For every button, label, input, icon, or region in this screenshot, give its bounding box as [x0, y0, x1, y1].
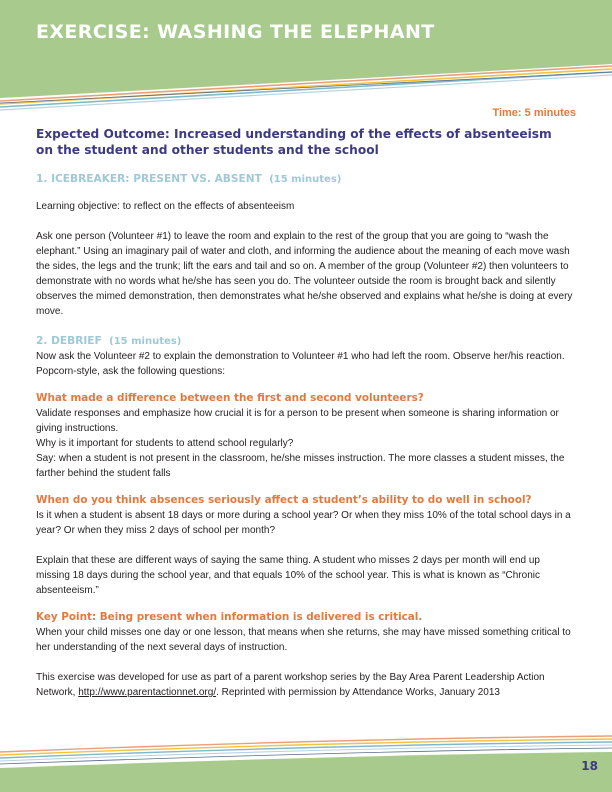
footer-stripes — [0, 728, 612, 792]
section-debrief-heading — [36, 334, 576, 349]
question-difference-say: Say: when a student is not present in the classroom, he/she misses instruction. The more classes a student misses, the farther behind the student falls — [36, 453, 565, 479]
expected-outcome-line2: on the student and other students and the school — [36, 143, 379, 157]
section-icebreaker-heading — [36, 172, 576, 187]
section-icebreaker-minutes: (15 minutes) — [269, 174, 342, 185]
question-absences-heading: When do you think absences seriously affect a student’s ability to do well in school? — [36, 494, 532, 506]
credit-text-after: . Reprinted with permission by Attendance Works, January 2013 — [216, 687, 500, 698]
learning-objective: Learning objective: to reflect on the effects of absenteeism — [36, 201, 295, 212]
key-point-heading: Key Point: Being present when information is delivered is critical. — [36, 611, 423, 623]
debrief-instructions: Now ask the Volunteer #2 to explain the demonstration to Volunteer #1 who had left the room. Observe her/his reaction. Popcorn-style, ask the following questions: — [36, 351, 565, 377]
section-debrief-minutes: (15 minutes) — [109, 336, 182, 347]
credit-text — [36, 670, 576, 700]
page-footer — [0, 728, 612, 792]
expected-outcome — [36, 126, 576, 158]
header-banner — [0, 0, 612, 112]
section-icebreaker-title: 1. ICEBREAKER: PRESENT VS. ABSENT — [36, 173, 262, 185]
page-title: EXERCISE: WASHING THE ELEPHANT — [36, 21, 435, 43]
question-absences-explain: Explain that these are different ways of saying the same thing. A student who misses 2 days per month will end up missing 18 days during the school year, and that equals 10% of the school year. This is what is known as “Chronic absenteeism.” — [36, 555, 540, 596]
exercise-content — [36, 126, 576, 700]
icebreaker-instructions: Ask one person (Volunteer #1) to leave the room and explain to the rest of the group that you are going to “wash the elephant.” Using an imaginary pail of water and cloth, and informing the audience about the meaning of each move wash the sides, the legs and the trunk; lift the ears and tail and so on. A member of the group (Volunteer #2) then volunteers to demonstrate with no words what he/she has seen you do. The volunteer outside the room is brought back and silently observes the mimed demonstration, then demonstrates what he/she observed and explains what he/she is doing at every move. — [36, 231, 573, 317]
question-absences-text: Is it when a student is absent 18 days or more during a school year? Or when they miss 10% of the total school days in a year? Or when they miss 2 days of school per month? — [36, 510, 571, 536]
key-point-text: When your child misses one day or one lesson, that means when she returns, she may have missed something critical to her understanding of the next several days of instruction. — [36, 627, 571, 653]
section-debrief-title: 2. DEBRIEF — [36, 335, 102, 347]
expected-outcome-line1: Expected Outcome: Increased understanding of the effects of absenteeism — [36, 127, 552, 141]
time-label: Time: 5 minutes — [492, 107, 576, 119]
credit-text-before: This exercise was developed for use as part of a parent workshop series by the Bay Area Parent Leadership Action Network, — [36, 672, 545, 698]
page-number: 18 — [581, 759, 598, 773]
parentactionnet-link[interactable]: http://www.parentactionnet.org/ — [78, 687, 217, 698]
page-header — [0, 0, 612, 112]
question-difference-heading: What made a difference between the first and second volunteers? — [36, 392, 424, 404]
question-difference-why: Why is it important for students to attend school regularly? — [36, 438, 294, 449]
question-difference-validate: Validate responses and emphasize how crucial it is for a person to be present when someone is sharing information or giving instructions. — [36, 408, 559, 434]
